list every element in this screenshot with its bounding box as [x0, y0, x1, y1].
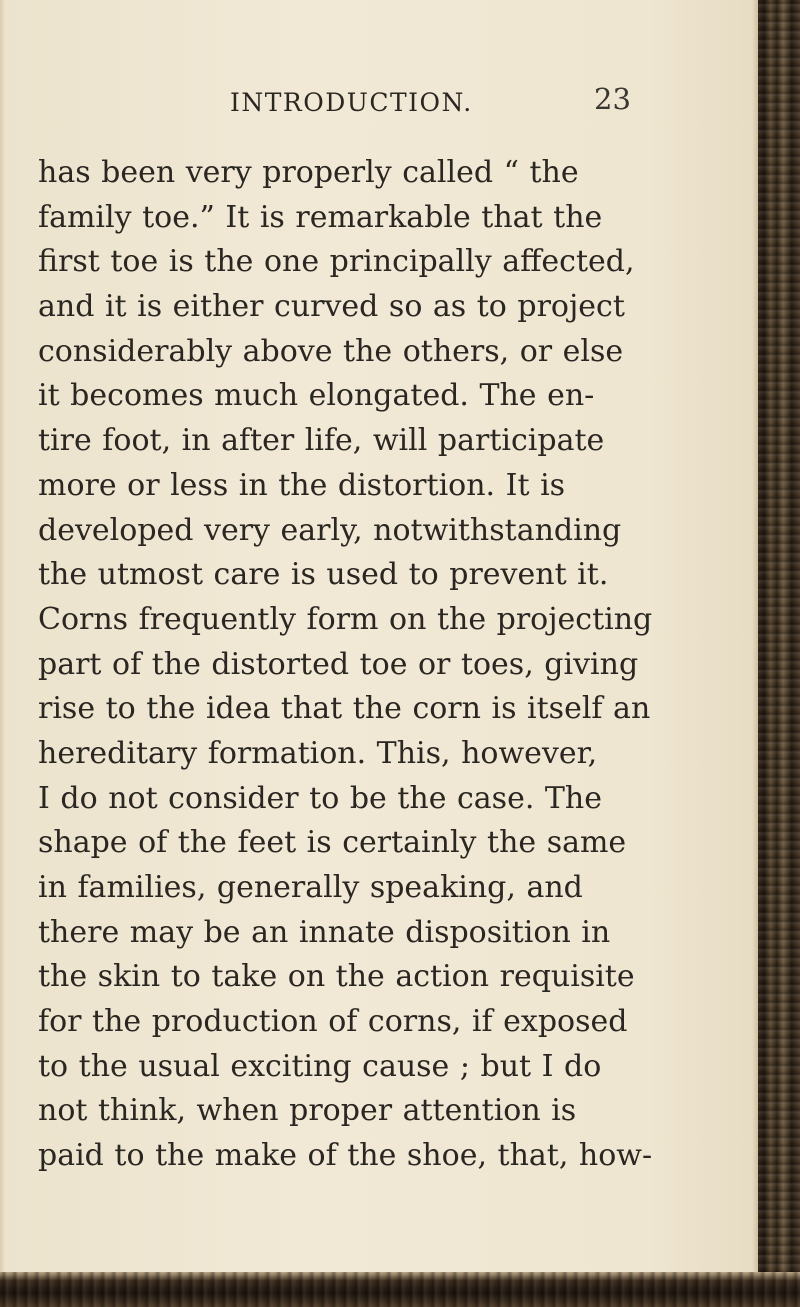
running-header — [0, 82, 762, 122]
text-line: in families, generally speaking, and — [38, 870, 583, 905]
running-header-title: INTRODUCTION. — [230, 88, 473, 117]
text-line: has been very properly called “ the — [38, 155, 579, 190]
text-line: the skin to take on the action requisite — [38, 959, 635, 995]
text-line: there may be an innate disposition in — [38, 914, 611, 950]
text-line: not think, when proper attention is — [38, 1093, 577, 1129]
text-line: rise to the idea that the corn is itself an — [38, 691, 651, 727]
text-line: tire foot, in after life, will participate — [38, 423, 605, 459]
text-line: first toe is the one principally affected, — [38, 244, 635, 280]
text-line: paid to the make of the shoe, that, how- — [38, 1138, 653, 1174]
page-left-edge — [0, 0, 6, 1275]
text-line: it becomes much elongated. The en- — [38, 378, 595, 414]
text-line: Corns frequently form on the projecting — [38, 601, 653, 637]
text-line: for the production of corns, if exposed — [38, 1004, 628, 1040]
text-line: developed very early, notwithstanding — [38, 512, 622, 548]
text-line: considerably above the others, or else — [38, 333, 624, 369]
text-line: the utmost care is used to prevent it. — [38, 557, 609, 593]
book-bottom-edge — [0, 1272, 800, 1307]
text-line: family toe.” It is remarkable that the — [38, 199, 603, 235]
body-text — [38, 151, 738, 1179]
text-line: I do not consider to be the case. The — [38, 780, 602, 816]
text-line: more or less in the distortion. It is — [38, 467, 566, 503]
book-binding — [758, 0, 800, 1307]
page-number: 23 — [594, 82, 631, 116]
text-line: hereditary formation. This, however, — [38, 735, 598, 771]
text-line: to the usual exciting cause ; but I do — [38, 1048, 602, 1084]
text-line: shape of the feet is certainly the same — [38, 825, 627, 861]
text-line: and it is either curved so as to project — [38, 289, 625, 325]
text-line: part of the distorted toe or toes, giving — [38, 646, 639, 682]
